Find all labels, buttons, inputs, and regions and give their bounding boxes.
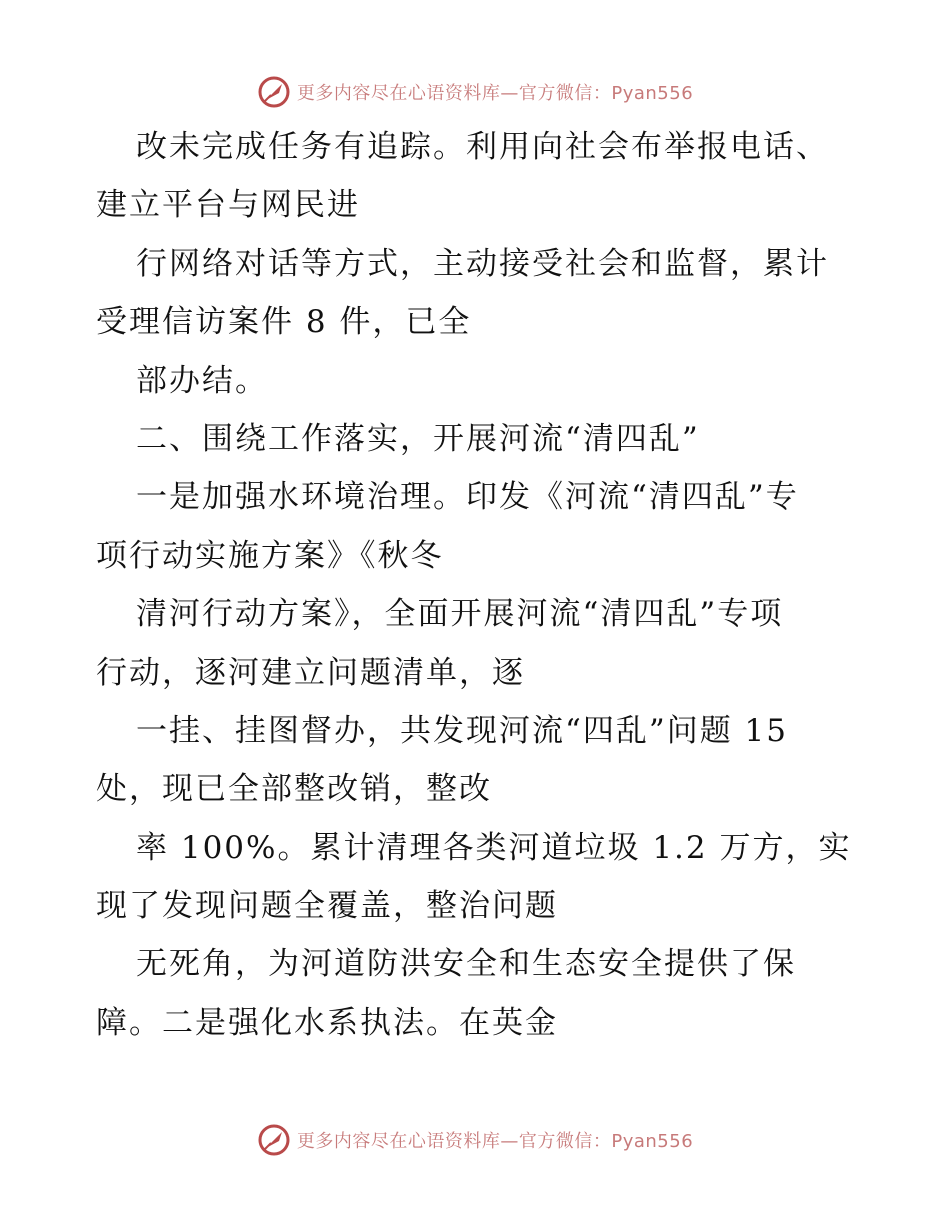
- watermark-text: 更多内容尽在心语资料库—官方微信：Pyan556: [296, 83, 694, 104]
- text-line: 无死角，为河道防洪安全和生态安全提供了保: [136, 946, 796, 983]
- text-line: 项行动实施方案》《秋冬: [96, 537, 444, 574]
- text-line: 处，现已全部整改销，整改: [96, 771, 492, 808]
- text-line: 一挂、挂图督办，共发现河流“四乱”问题 15: [136, 712, 788, 749]
- text-line: 行动，逐河建立问题清单，逐: [96, 654, 525, 691]
- text-line: 清河行动方案》，全面开展河流“清四乱”专项: [136, 596, 784, 633]
- header-watermark: [0, 72, 950, 112]
- text-line: 现了发现问题全覆盖，整治问题: [96, 888, 558, 925]
- section-heading: 二、围绕工作落实，开展河流“清四乱”: [136, 420, 700, 457]
- text-line: 行网络对话等方式，主动接受社会和监督，累计: [136, 245, 829, 282]
- feather-logo-icon: [257, 1123, 291, 1157]
- text-line: 受理信访案件 8 件，已全: [96, 304, 472, 341]
- feather-logo-icon: [257, 75, 291, 109]
- watermark-text: 更多内容尽在心语资料库—官方微信：Pyan556: [296, 1131, 694, 1152]
- footer-watermark: [0, 1120, 950, 1160]
- text-line: 障。二是强化水系执法。在英金: [96, 1004, 558, 1041]
- text-line: 部办结。: [136, 362, 268, 399]
- document-body: [96, 118, 856, 1052]
- text-line: 一是加强水环境治理。印发《河流“清四乱”专: [136, 479, 799, 516]
- text-line: 率 100%。累计清理各类河道垃圾 1.2 万方，实: [136, 829, 852, 866]
- text-line: 建立平台与网民进: [96, 187, 360, 224]
- text-line: 改未完成任务有追踪。利用向社会布举报电话、: [136, 129, 829, 165]
